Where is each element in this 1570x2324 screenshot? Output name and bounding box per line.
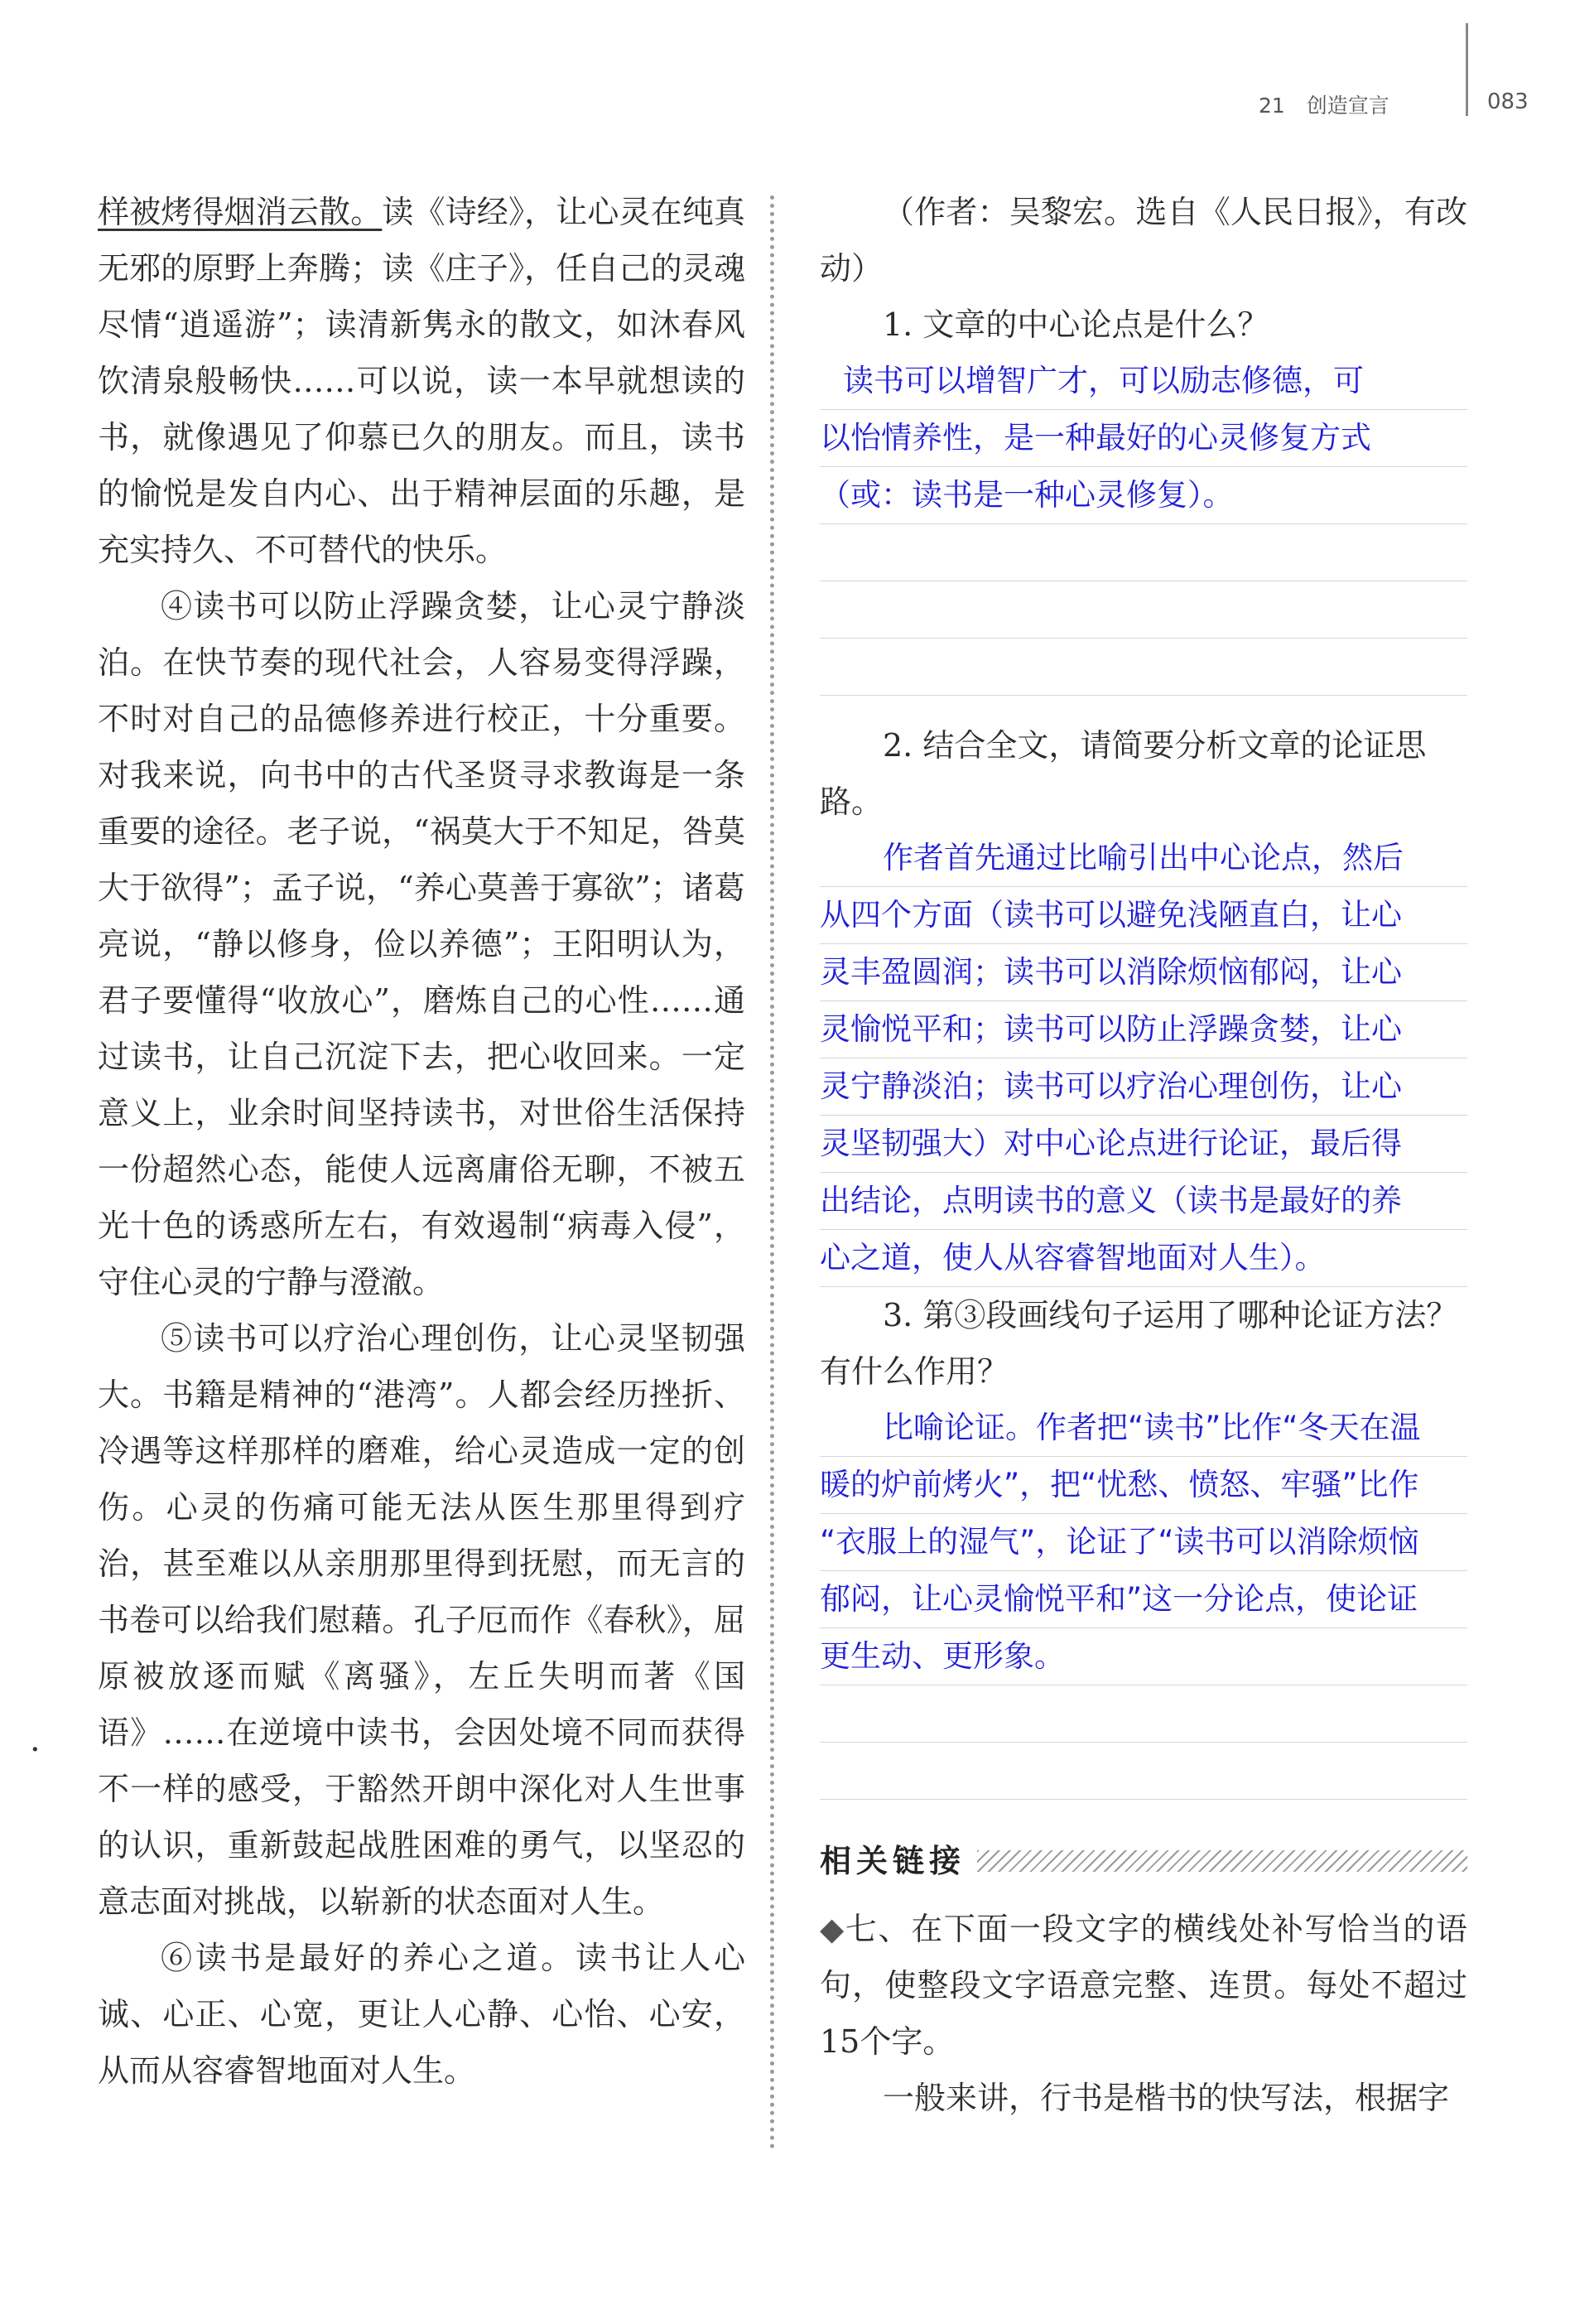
- paragraph-6: ⑥读书是最好的养心之道。读书让人心诚、心正、心宽，更让人心静、心怡、心安，从而从容睿智地面对人生。: [98, 1940, 745, 2089]
- answer-2[interactable]: [820, 830, 1467, 1287]
- answer-blank-line: [820, 1743, 1467, 1800]
- underlined-sentence-end: 样被烤得烟消云散。: [98, 194, 383, 230]
- question-3: 3. 第③段画线句子运用了哪种论证方法？有什么作用？: [820, 1297, 1458, 1390]
- answer-2-line: 灵愉悦平和；读书可以防止浮躁贪婪，让心: [820, 1001, 1467, 1058]
- margin-dot: ·: [30, 1731, 41, 1769]
- answer-1-line: 以怡情养性，是一种最好的心灵修复方式: [820, 410, 1467, 467]
- answer-3-line: 比喻论证。作者把“读书”比作“冬天在温: [820, 1400, 1467, 1457]
- question-7-text: 七、在下面一段文字的横线处补写恰当的语句，使整段文字语意完整、连贯。每处不超过15个字。: [820, 1911, 1467, 2060]
- paragraph-4: ④读书可以防止浮躁贪婪，让心灵宁静淡泊。在快节奏的现代社会，人容易变得浮躁，不时对自己的品德修养进行校正，十分重要。对我来说，向书中的古代圣贤寻求教诲是一条重要的途径。老子说，“祸莫大于不知足，咎莫大于欲得”；孟子说，“养心莫善于寡欲”；诸葛亮说，“静以修身，俭以养德”；王阳明认为，君子要懂得“收放心”，磨炼自己的心性……通过读书，让自己沉淀下去，把心收回来。一定意义上，业余时间坚持读书，对世俗生活保持一份超然心态，能使人远离庸俗无聊，不被五光十色的诱惑所左右，有效遏制“病毒入侵”，守住心灵的宁静与澄澈。: [98, 588, 745, 1300]
- answer-3-line: 暖的炉前烤火”，把“忧愁、愤怒、牢骚”比作: [820, 1457, 1467, 1514]
- diamond-icon: ◆: [820, 1911, 845, 1947]
- answer-1[interactable]: [820, 353, 1467, 696]
- chapter-number: 21: [1259, 94, 1285, 118]
- answer-2-line: 作者首先通过比喻引出中心论点，然后: [820, 830, 1467, 887]
- answer-2-line: 心之道，使人从容睿智地面对人生）。: [820, 1230, 1467, 1287]
- heading-hatch-decoration: [977, 1850, 1467, 1872]
- answer-blank-line: [820, 581, 1467, 639]
- chapter-title: 创造宣言: [1306, 94, 1389, 118]
- column-separator: [770, 195, 774, 2150]
- answer-2-line: 灵坚韧强大）对中心论点进行论证，最后得: [820, 1116, 1467, 1173]
- answer-blank-line: [820, 524, 1467, 581]
- right-column: [820, 184, 1467, 2126]
- paragraph-5: ⑤读书可以疗治心理创伤，让心灵坚韧强大。书籍是精神的“港湾”。人都会经历挫折、冷遇等这样那样的磨难，给心灵造成一定的创伤。心灵的伤痛可能无法从医生那里得到疗治，甚至难以从亲朋那里得到抚慰，而无言的书卷可以给我们慰藉。孔子厄而作《春秋》，屈原被放逐而赋《离骚》，左丘失明而著《国语》……在逆境中读书，会因处境不同而获得不一样的感受，于豁然开朗中深化对人生世事的认识，重新鼓起战胜困难的勇气，以坚忍的意志面对挑战，以崭新的状态面对人生。: [98, 1320, 745, 1920]
- answer-blank-line: [820, 1685, 1467, 1743]
- running-header: [1259, 89, 1389, 119]
- answer-1-line: （或：读书是一种心灵修复）。: [820, 467, 1467, 524]
- question-1: 1. 文章的中心论点是什么？: [883, 306, 1269, 343]
- answer-2-line: 从四个方面（读书可以避免浅陋直白，让心: [820, 887, 1467, 944]
- paragraph-3-text: 读《诗经》，让心灵在纯真无邪的原野上奔腾；读《庄子》，任自己的灵魂尽情“逍遥游”；读清新隽永的散文，如沐春风饮清泉般畅快……可以说，读一本早就想读的书，就像遇见了仰慕已久的朋友。而且，读书的愉悦是发自内心、出于精神层面的乐趣，是充实持久、不可替代的快乐。: [98, 194, 745, 568]
- question-7-passage: 一般来讲，行书是楷书的快写法，根据字: [883, 2080, 1450, 2116]
- answer-3-line: “衣服上的湿气”，论证了“读书可以消除烦恼: [820, 1514, 1467, 1571]
- left-column: [98, 184, 745, 2099]
- answer-3-line: 更生动、更形象。: [820, 1628, 1467, 1685]
- answer-3[interactable]: [820, 1400, 1467, 1800]
- answer-3-line: 郁闷，让心灵愉悦平和”这一分论点，使论证: [820, 1571, 1467, 1628]
- answer-1-line: 读书可以增智广才，可以励志修德，可: [820, 353, 1467, 410]
- source-note: （作者：吴黎宏。选自《人民日报》，有改动）: [820, 194, 1467, 287]
- page-number: 083: [1487, 89, 1529, 114]
- header-divider: [1466, 23, 1468, 116]
- question-2: 2. 结合全文，请简要分析文章的论证思路。: [820, 727, 1427, 820]
- question-7: [820, 1901, 1467, 2070]
- paragraph-3-continued: [98, 184, 745, 578]
- answer-2-line: 灵宁静淡泊；读书可以疗治心理创伤，让心: [820, 1058, 1467, 1116]
- answer-blank-line: [820, 639, 1467, 696]
- answer-2-line: 出结论，点明读书的意义（读书是最好的养: [820, 1173, 1467, 1230]
- related-link-title: 相关链接: [820, 1843, 966, 1879]
- answer-2-line: 灵丰盈圆润；读书可以消除烦恼郁闷，让心: [820, 944, 1467, 1001]
- related-link-heading: [820, 1833, 1467, 1889]
